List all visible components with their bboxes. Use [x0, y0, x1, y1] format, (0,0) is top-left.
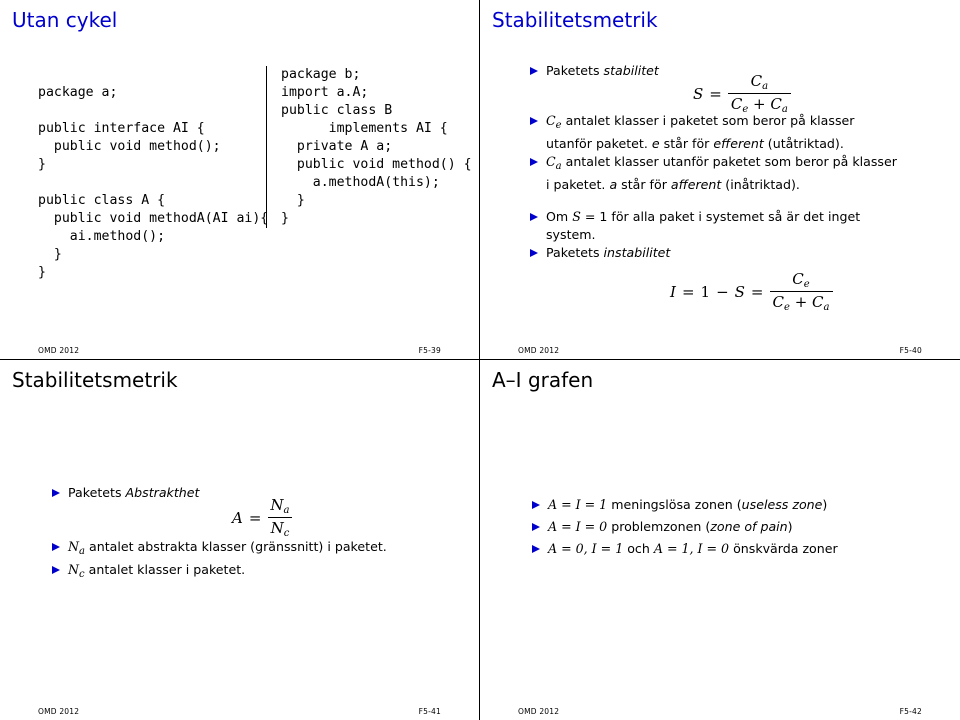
bullet-nc: $N_c$ antalet klasser i paketet.: [52, 561, 432, 584]
slide-title: Utan cykel: [12, 8, 118, 32]
footer-course: OMD 2012: [38, 707, 80, 716]
formula-instability: I = 1 − S = $\frac{C_e}{C_e + C_a}$: [670, 270, 833, 313]
slide-stabilitetsmetrik-1: [480, 0, 960, 360]
bullet-ca: $C_a$ antalet klasser utanför paketet som beror på klasser i paketet. a står för afferent (inåtriktad).: [530, 153, 900, 194]
bullet-list-main: [532, 496, 912, 558]
footer-page-number: F5-39: [418, 346, 441, 355]
footer-course: OMD 2012: [518, 346, 560, 355]
bullet-instabilitet: Paketets instabilitet: [530, 244, 900, 262]
fraction: $\frac{C_e}{C_e + C_a}$: [770, 270, 833, 313]
formula-abstractness: A = $\frac{N_a}{N_c}$: [232, 496, 293, 539]
slide-title: Stabilitetsmetrik: [12, 368, 178, 392]
formula-stability: S = $\frac{C_a}{C_e + C_a}$: [693, 72, 791, 115]
slide-title: Stabilitetsmetrik: [492, 8, 658, 32]
fraction: $\frac{N_a}{N_c}$: [267, 496, 292, 539]
bullet-abstrakthet: Paketets Abstrakthet: [52, 484, 382, 502]
slide-footer: [518, 707, 922, 716]
code-block-package-b: package b; import a.A; public class B implements AI { private A a; public void method() { a.methodA(this); } }: [266, 66, 472, 228]
code-block-package-a: package a; public interface AI { public void method(); } public class A { public void methodA(AI ai){ ai.method(); } }: [38, 85, 269, 280]
slide-ai-grafen: [480, 360, 960, 720]
slide-footer: [38, 346, 441, 355]
bullet-list-top: [52, 484, 382, 502]
bullet-zone-of-pain: A = I = 0 problemzonen (zone of pain): [532, 518, 912, 536]
bullet-na: $N_a$ antalet abstrakta klasser (gränssnitt) i paketet.: [52, 538, 432, 561]
bullet-ce: $C_e$ antalet klasser i paketet som beror på klasser utanför paketet. e står för efferent (utåtriktad).: [530, 112, 900, 153]
slide-footer: [38, 707, 441, 716]
footer-page-number: F5-41: [418, 707, 441, 716]
slide-footer: [518, 346, 922, 355]
footer-course: OMD 2012: [38, 346, 80, 355]
bullet-stabilitet: Paketets stabilitet: [530, 62, 860, 80]
slide-utan-cykel: [0, 0, 480, 360]
fraction: $\frac{C_a}{C_e + C_a}$: [728, 72, 791, 115]
bullet-list-main: [52, 538, 432, 584]
footer-page-number: F5-40: [899, 346, 922, 355]
slide-stabilitetsmetrik-2: [0, 360, 480, 720]
footer-course: OMD 2012: [518, 707, 560, 716]
bullet-list-main: [530, 112, 900, 262]
bullet-system: Om S = 1 för alla paket i systemet så är det inget system.: [530, 208, 900, 244]
bullet-desired-zones: A = 0, I = 1 och A = 1, I = 0 önskvärda zoner: [532, 540, 912, 558]
bullet-useless-zone: A = I = 1 meningslösa zonen (useless zone): [532, 496, 912, 514]
footer-page-number: F5-42: [899, 707, 922, 716]
slide-title: A–I grafen: [492, 368, 594, 392]
